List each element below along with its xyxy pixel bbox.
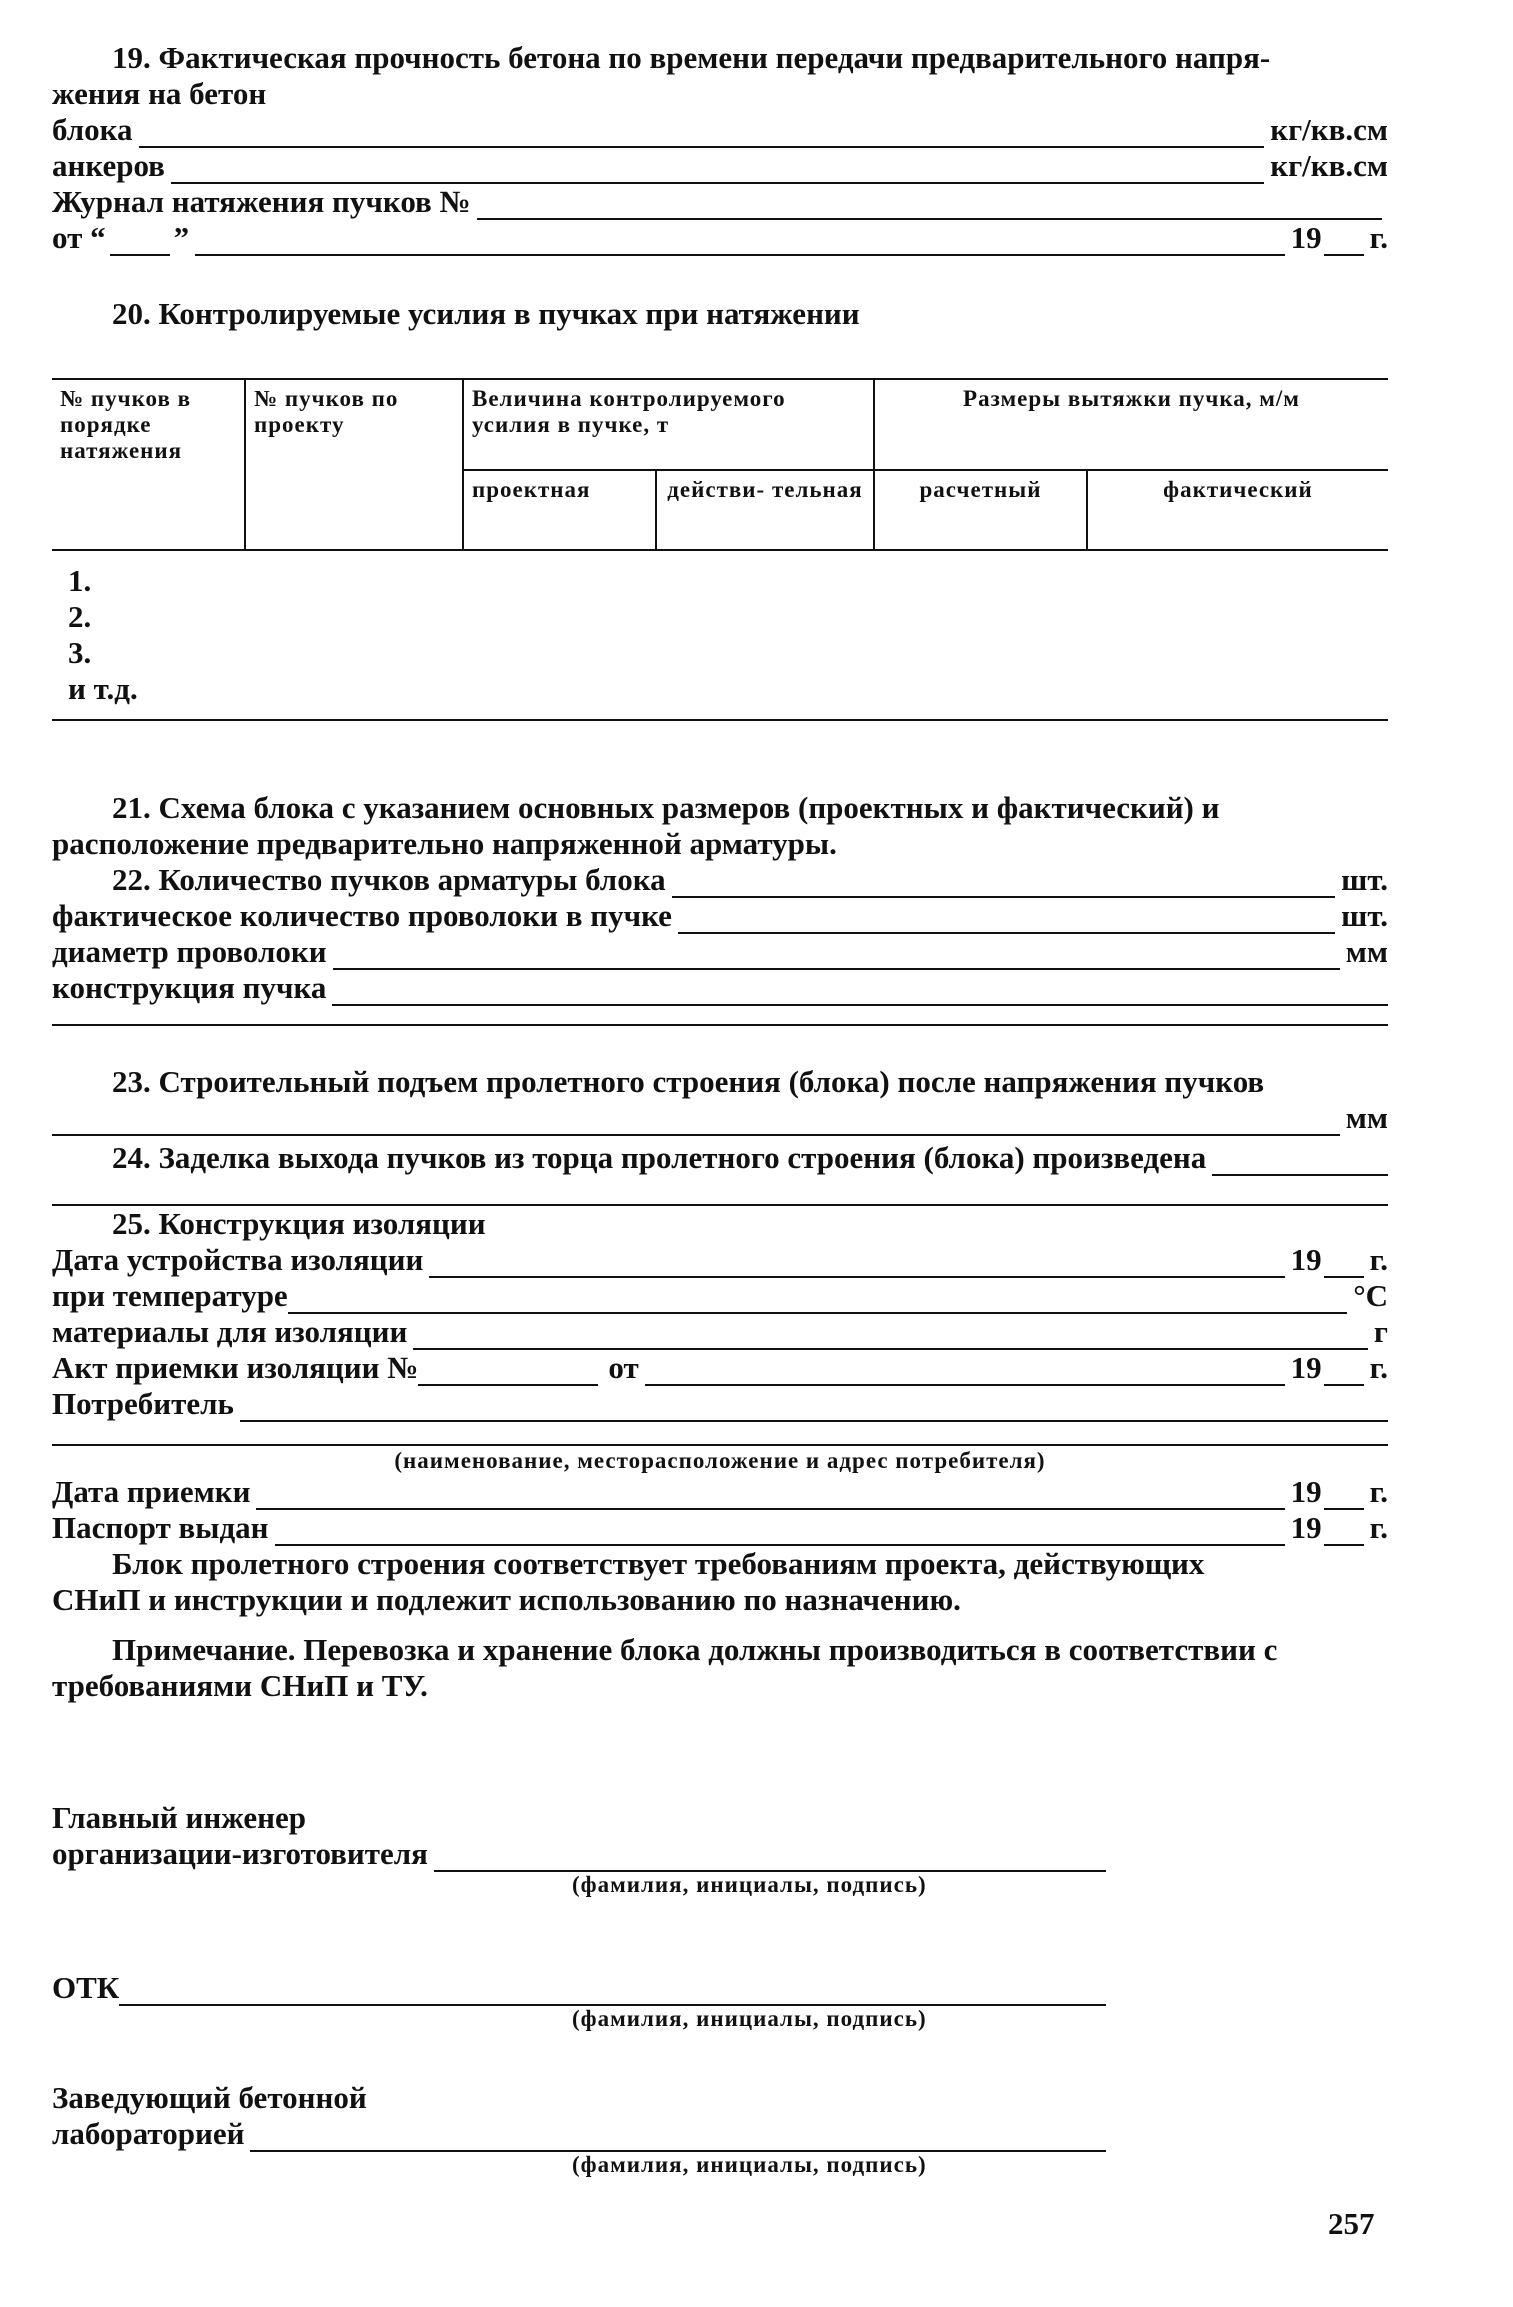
otk-label: ОТК: [52, 1970, 120, 2005]
note: [52, 1632, 1388, 1704]
table-rows: [52, 551, 1388, 707]
consumer-caption: (наименование, месторасположение и адрес потребителя): [394, 1448, 1046, 1473]
section-20-title: 20. Контролируемые усилия в пучках при натяжении: [112, 296, 860, 331]
journal-field[interactable]: [477, 196, 1382, 220]
section-21: [52, 790, 1388, 862]
construction-row: [52, 970, 1388, 1006]
blocka-unit: кг/кв.см: [1270, 112, 1388, 147]
bundle-count-field[interactable]: [672, 874, 1336, 898]
header-col-order: № пучков в порядке натяжения: [52, 380, 245, 550]
acceptance-year-suffix: г.: [1369, 1474, 1388, 1509]
bundle-count-label: 22. Количество пучков арматуры блока: [112, 862, 666, 897]
diameter-field[interactable]: [333, 946, 1340, 970]
day-field[interactable]: [110, 232, 170, 256]
act-row: [52, 1350, 1388, 1386]
acceptance-field[interactable]: [256, 1486, 1284, 1510]
acceptance-label: Дата приемки: [52, 1474, 251, 1509]
passport-year-prefix: 19: [1290, 1510, 1322, 1545]
blocka-label: блока: [52, 112, 133, 147]
section-24: [52, 1140, 1388, 1206]
section-22: [52, 862, 1388, 1026]
temperature-unit: °С: [1353, 1278, 1388, 1313]
sealing-field-2[interactable]: [52, 1176, 1388, 1206]
section-19-title-line2: жения на бетон: [52, 76, 267, 111]
ot-quote: ”: [173, 220, 190, 255]
insulation-date-label: Дата устройства изоляции: [52, 1242, 424, 1277]
sealing-field[interactable]: [1212, 1152, 1388, 1176]
year-prefix: 19: [1290, 220, 1322, 255]
construction-field[interactable]: [332, 982, 1388, 1006]
section-24-text: 24. Заделка выхода пучков из торца пролетного строения (блока) произведена: [112, 1140, 1207, 1175]
lab-row: [52, 2116, 1112, 2152]
chief-signature-field[interactable]: [434, 1848, 1106, 1872]
insulation-year-field[interactable]: [1324, 1254, 1364, 1278]
year-field[interactable]: [1324, 232, 1364, 256]
ankerov-unit: кг/кв.см: [1270, 148, 1388, 183]
header-force-actual: действи- тельная: [656, 470, 874, 550]
wire-count-row: [52, 898, 1388, 934]
section-21-line2: расположение предварительно напряженной арматуры.: [52, 826, 837, 861]
ot-label: от “: [52, 220, 106, 255]
header-force-design: проектная: [463, 470, 656, 550]
act-year-prefix: 19: [1290, 1350, 1322, 1385]
diameter-label: диаметр проволоки: [52, 934, 327, 969]
table-row: 3.: [68, 635, 92, 670]
wire-count-field[interactable]: [678, 910, 1335, 934]
camber-row: [52, 1100, 1388, 1136]
section-23: [52, 1064, 1388, 1136]
wire-count-label: фактическое количество проволоки в пучке: [52, 898, 672, 933]
act-year-field[interactable]: [1324, 1362, 1364, 1386]
year-suffix: г.: [1369, 220, 1388, 255]
passport-year-field[interactable]: [1324, 1522, 1364, 1546]
temperature-label: при температуре: [52, 1278, 288, 1313]
otk-caption: (фамилия, инициалы, подпись): [572, 2006, 927, 2031]
page-number: 257: [1328, 2206, 1375, 2241]
otk-signature-field[interactable]: [119, 1982, 1106, 2006]
acceptance-row: [52, 1474, 1388, 1510]
journal-date-row: [52, 220, 1388, 256]
diameter-unit: мм: [1345, 934, 1388, 969]
diameter-row: [52, 934, 1388, 970]
bundle-count-row: [52, 862, 1388, 898]
signature-lab: [52, 2080, 1112, 2178]
section-19: [52, 40, 1388, 256]
materials-label: материалы для изоляции: [52, 1314, 408, 1349]
materials-row: [52, 1314, 1388, 1350]
table-row: 2.: [68, 599, 92, 634]
insulation-date-row: [52, 1242, 1388, 1278]
act-date-field[interactable]: [645, 1362, 1285, 1386]
signature-otk: [52, 1970, 1112, 2032]
materials-field[interactable]: [413, 1326, 1368, 1350]
insulation-date-field[interactable]: [429, 1254, 1284, 1278]
ankerov-row: [52, 148, 1388, 184]
lab-line2: лабораторией: [52, 2116, 245, 2151]
tension-table-grid: [52, 380, 1388, 551]
conclusion-line2: СНиП и инструкции и подлежит использованию по назначению.: [52, 1582, 961, 1617]
act-label: Акт приемки изоляции №: [52, 1350, 419, 1385]
construction-label: конструкция пучка: [52, 970, 327, 1005]
chief-row: [52, 1836, 1112, 1872]
note-line1: Примечание. Перевозка и хранение блока должны производиться в соответствии с: [112, 1632, 1278, 1667]
blocka-field[interactable]: [139, 124, 1265, 148]
ankerov-label: анкеров: [52, 148, 165, 183]
note-line2: требованиями СНиП и ТУ.: [52, 1668, 428, 1703]
month-field[interactable]: [195, 232, 1285, 256]
passport-field[interactable]: [275, 1522, 1285, 1546]
section-23-text: 23. Строительный подъем пролетного строения (блока) после напряжения пучков: [112, 1064, 1265, 1099]
blocka-row: [52, 112, 1388, 148]
insulation-year-suffix: г.: [1369, 1242, 1388, 1277]
header-stretch-actual: фактический: [1087, 470, 1388, 550]
bundle-count-unit: шт.: [1341, 862, 1388, 897]
act-ot: от: [608, 1350, 639, 1385]
consumer-field-2[interactable]: [52, 1422, 1388, 1446]
header-col-stretch: Размеры вытяжки пучка, м/м: [874, 380, 1388, 470]
table-bottom-rule: [52, 719, 1388, 721]
wire-count-unit: шт.: [1341, 898, 1388, 933]
chief-line2: организации-изготовителя: [52, 1836, 428, 1871]
tension-table: [52, 378, 1388, 721]
consumer-label: Потребитель: [52, 1386, 234, 1421]
lab-signature-field[interactable]: [250, 2128, 1106, 2152]
passport-year-suffix: г.: [1369, 1510, 1388, 1545]
chief-caption: (фамилия, инициалы, подпись): [572, 1872, 927, 1897]
ankerov-field[interactable]: [171, 160, 1264, 184]
insulation-year-prefix: 19: [1290, 1242, 1322, 1277]
section-21-line1: 21. Схема блока с указанием основных размеров (проектных и фактический) и: [112, 790, 1220, 825]
table-row: и т.д.: [68, 671, 138, 706]
temperature-field[interactable]: [288, 1290, 1348, 1314]
chief-line1: Главный инженер: [52, 1800, 306, 1835]
acceptance-year-prefix: 19: [1290, 1474, 1322, 1509]
act-number-field[interactable]: [418, 1362, 598, 1386]
signature-chief: [52, 1800, 1112, 1898]
passport-row: [52, 1510, 1388, 1546]
acceptance-year-field[interactable]: [1324, 1486, 1364, 1510]
passport-label: Паспорт выдан: [52, 1510, 269, 1545]
header-stretch-calc: расчетный: [874, 470, 1087, 550]
journal-label: Журнал натяжения пучков №: [52, 184, 471, 219]
lab-caption: (фамилия, инициалы, подпись): [572, 2152, 927, 2177]
camber-unit: мм: [1345, 1100, 1388, 1135]
header-col-force: Величина контролируемого усилия в пучке, т: [463, 380, 874, 470]
journal-row: [52, 184, 1388, 220]
temperature-row: [52, 1278, 1388, 1314]
consumer-field[interactable]: [240, 1398, 1388, 1422]
table-row: 1.: [68, 563, 92, 598]
section-25-title: 25. Конструкция изоляции: [112, 1206, 486, 1241]
section-25: [52, 1206, 1388, 1618]
section-19-title-line1: 19. Фактическая прочность бетона по времени передачи предварительного напря-: [112, 40, 1271, 75]
construction-field-2[interactable]: [52, 1006, 1388, 1026]
camber-field[interactable]: [52, 1112, 1340, 1136]
act-year-suffix: г.: [1369, 1350, 1388, 1385]
sealing-row: [52, 1140, 1388, 1176]
materials-unit: г: [1373, 1314, 1388, 1349]
conclusion-line1: Блок пролетного строения соответствует требованиям проекта, действующих: [112, 1546, 1205, 1581]
consumer-row: [52, 1386, 1388, 1422]
header-col-project: № пучков по проекту: [245, 380, 463, 550]
otk-row: [52, 1970, 1112, 2006]
lab-line1: Заведующий бетонной: [52, 2080, 367, 2115]
